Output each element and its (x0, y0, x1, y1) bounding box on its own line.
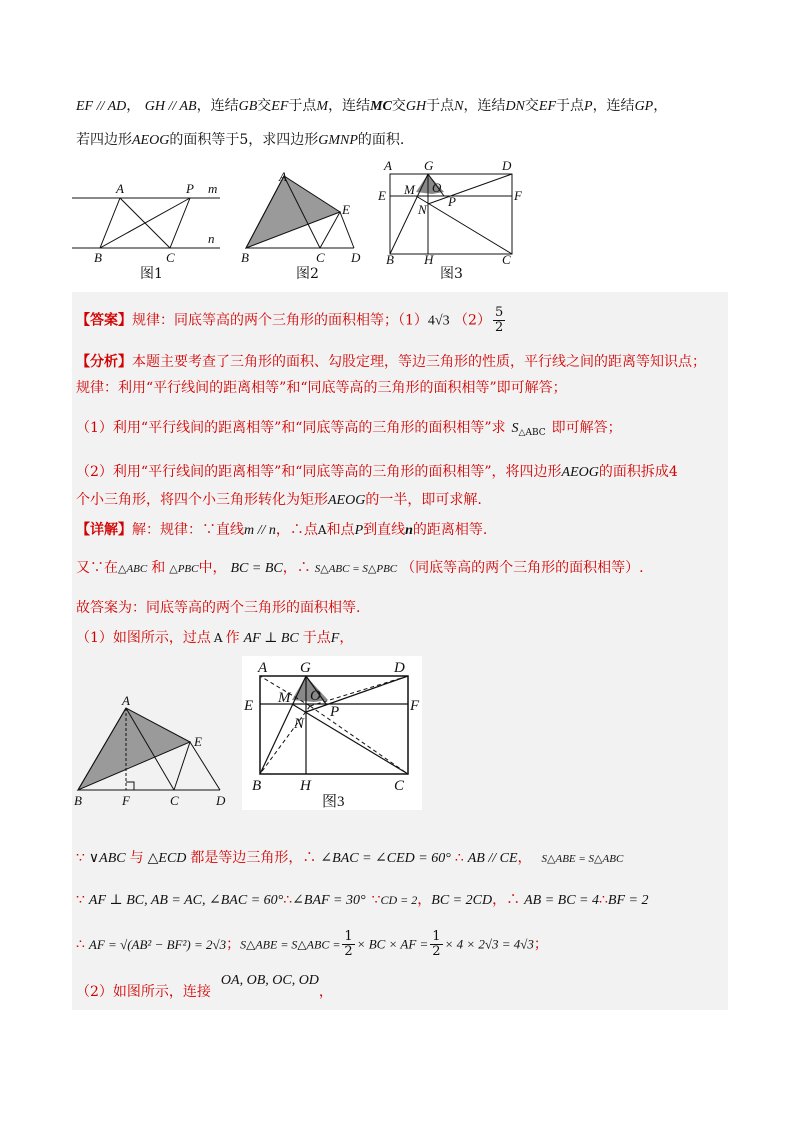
label-e: E (194, 734, 202, 749)
label-p: P (186, 181, 194, 196)
denominator: 2 (344, 944, 353, 959)
label-e: E (378, 188, 386, 203)
text: 规律：利用“平行线间的距离相等”和“同底等高的三角形的面积相等”即可解答； (76, 380, 567, 396)
label-b: B (74, 793, 82, 808)
text: ，连结 (328, 98, 371, 114)
math: BC = 2CD (431, 893, 493, 908)
label-o: O (432, 180, 442, 195)
math: N (454, 99, 464, 114)
text: 与 (129, 850, 144, 866)
text: ，∴ (282, 560, 311, 576)
answer-fraction (493, 306, 505, 335)
text: ∵ (371, 892, 381, 908)
detail-tag: 【详解】 (76, 522, 132, 538)
analysis-line-5 (76, 490, 482, 511)
text: ，∴点 (275, 522, 318, 538)
math: S△ABC = S△PBC (314, 563, 398, 575)
analysis-line-2 (76, 378, 567, 398)
math: × 4 × 2√3 = 4√3 (444, 936, 534, 952)
math-sub: △ABC (518, 428, 546, 438)
label-a: A (258, 660, 268, 676)
text: （2）如图所示，连接 (76, 984, 211, 1000)
label-n: N (294, 716, 305, 732)
math: AEOG (132, 133, 170, 148)
analysis-line-4 (76, 462, 678, 483)
figure-5 (242, 656, 422, 810)
text: 解：规律：∵直线 (132, 522, 244, 538)
detail-line-2 (76, 558, 644, 579)
math: ∠BAF = 30° (292, 893, 366, 908)
math: F (330, 631, 340, 646)
numerator: 1 (432, 929, 441, 944)
text: 本题主要考查了三角形的面积、勾股定理，等边三角形的性质，平行线之间的距离等知识点； (132, 354, 706, 370)
math: △ABC (118, 563, 148, 575)
math: A (213, 631, 223, 645)
text: （1）如图所示，过点 (76, 630, 211, 646)
math: m // n (244, 523, 276, 538)
label-m: m (208, 181, 218, 196)
math: P (354, 523, 364, 538)
math: OA, OB, OC, OD (220, 973, 319, 988)
analysis-tag: 【分析】 (76, 354, 132, 370)
math: × BC × AF = (356, 936, 429, 952)
denominator: 2 (494, 320, 504, 335)
text: ， (126, 98, 141, 114)
answer-text: 规律：同底等高的两个三角形的面积相等；（1） (132, 312, 428, 329)
detail-line-1 (76, 520, 487, 541)
numerator: 5 (494, 305, 504, 320)
label-a: A (384, 158, 392, 173)
answer-line (76, 306, 507, 335)
label-g: G (300, 660, 311, 676)
text: ， (318, 984, 333, 1000)
text: ∴ (598, 892, 608, 908)
label-b: B (241, 250, 249, 265)
text: 5 (239, 132, 249, 148)
numerator: 1 (344, 929, 353, 944)
math: AF ⊥ BC (243, 631, 299, 646)
dashed-od (310, 676, 408, 706)
label-b: B (94, 250, 102, 265)
text: ， (517, 850, 532, 866)
label-c: C (394, 778, 405, 794)
answer-value-1: 4√3 (427, 313, 450, 329)
label-d: D (502, 158, 512, 173)
text: 都是等边三角形，∴ (190, 850, 317, 866)
label-c: C (166, 250, 175, 265)
text: ，∴ (492, 892, 521, 908)
text: 的面积等于 (169, 132, 240, 148)
figure-5-caption: 图3 (322, 794, 345, 810)
fraction-half-1 (342, 930, 354, 959)
text: 和 (151, 560, 166, 576)
figure-1-caption: 图1 (140, 266, 163, 282)
label-d: D (351, 250, 361, 265)
label-g: G (424, 158, 434, 173)
label-a: A (122, 694, 130, 708)
text: ； (226, 936, 241, 953)
text: 和点 (326, 522, 355, 538)
figure-4 (72, 694, 238, 810)
line-mc (292, 704, 408, 774)
text: 若四边形 (76, 132, 132, 148)
text: （2）利用“平行线间的距离相等”和“同底等高的三角形的面积相等”，将四边形 (76, 464, 562, 480)
answer-part-2: （2） (454, 312, 491, 329)
detail-line-6 (76, 890, 648, 911)
text: 到直线 (363, 522, 406, 538)
text: 交 (391, 98, 406, 114)
label-o: O (310, 688, 321, 704)
label-h: H (300, 778, 311, 794)
text: ∵ (76, 892, 85, 908)
text: 即可解答； (551, 420, 622, 436)
text: 于点 (302, 630, 331, 646)
math: BF = 2 (607, 893, 649, 908)
label-b: B (252, 778, 262, 794)
label-b: B (386, 252, 394, 266)
label-f: F (410, 698, 420, 714)
math: AB = BC = 4 (524, 893, 599, 908)
label-p: P (330, 704, 340, 720)
text: ∴ (76, 936, 85, 953)
label-c: C (502, 252, 511, 266)
label-m: M (278, 690, 291, 706)
math: EF (538, 99, 556, 114)
text: 于点 (426, 98, 455, 114)
problem-line-1 (76, 96, 667, 117)
shaded-triangle-abe (78, 708, 190, 790)
answer-tag: 【答案】 (76, 312, 132, 329)
math: MC (370, 99, 392, 114)
math-ef-ad: EF // AD (76, 99, 127, 114)
text: （同底等高的两个三角形的面积相等）. (401, 560, 644, 576)
math: S△ABE = S△ABC = (240, 937, 341, 952)
math: GH (405, 99, 427, 114)
figure-3-caption: 图3 (440, 266, 463, 282)
text: ，连结 (196, 98, 239, 114)
label-c: C (316, 250, 325, 265)
fraction-half-2 (430, 930, 442, 959)
figure-2 (236, 166, 370, 266)
text: ， (653, 98, 668, 114)
label-p: P (448, 194, 456, 209)
math: AEOG (561, 465, 599, 480)
text: ， (417, 892, 432, 908)
triangle-ecd (174, 742, 220, 790)
text: 交 (524, 98, 539, 114)
detail-line-4 (76, 628, 353, 649)
text: 又∵在 (76, 560, 118, 576)
text: 于点 (288, 98, 317, 114)
label-e: E (244, 698, 254, 714)
math: GB (238, 99, 258, 114)
text: ， (339, 630, 354, 646)
label-d: D (394, 660, 405, 676)
math: BC = BC (230, 561, 283, 576)
label-h: H (424, 252, 434, 266)
text: 故答案为：同底等高的两个三角形的面积相等. (76, 600, 361, 616)
math: △ECD (147, 851, 187, 866)
triangle-abc (100, 198, 170, 248)
text: （1）利用“平行线间的距离相等”和“同底等高的三角形的面积相等”求 (76, 420, 506, 436)
denominator: 2 (432, 944, 441, 959)
problem-line-2 (76, 130, 404, 151)
detail-line-3 (76, 598, 360, 618)
math: DN (505, 99, 525, 114)
math: n (405, 523, 413, 538)
text: 交 (257, 98, 272, 114)
text: ∴ (283, 892, 293, 908)
math: P (584, 99, 593, 114)
triangle-pbc (100, 198, 190, 248)
math: AB // CE (467, 851, 518, 866)
math: A (317, 523, 327, 537)
math: S△ABE = S△ABC (541, 853, 624, 865)
text: 于点 (556, 98, 584, 114)
detail-line-7 (76, 930, 548, 959)
label-a: A (116, 181, 124, 196)
line-mc (416, 196, 512, 254)
text: ∴ (454, 850, 464, 866)
math: AF ⊥ BC, AB = AC, ∠BAC = 60° (88, 893, 284, 908)
label-n: N (418, 202, 427, 217)
math: GP (634, 99, 654, 114)
label-a: A (279, 169, 287, 184)
label-f: F (514, 188, 522, 203)
label-f: F (122, 793, 130, 808)
math: M (316, 99, 329, 114)
math: S (511, 421, 519, 436)
text: ∵ (76, 850, 85, 866)
math: CD = 2 (380, 893, 418, 907)
label-e: E (342, 202, 350, 217)
text: 个小三角形，将四个小三角形转化为矩形 (76, 492, 328, 508)
text: 作 (225, 630, 240, 646)
label-m: M (404, 182, 415, 197)
dashed-oc (310, 706, 408, 774)
text: ，连结 (592, 98, 635, 114)
label-n: n (208, 231, 215, 246)
analysis-line-1 (76, 352, 706, 372)
right-angle-mark (126, 782, 134, 790)
math: ∠BAC = ∠CED = 60° (320, 851, 451, 866)
text: 中， (198, 560, 227, 576)
math: AEOG (328, 493, 366, 508)
text: ； (533, 936, 548, 953)
analysis-line-3 (76, 418, 622, 443)
math: AF = √(AB² − BF²) = 2√3 (88, 936, 227, 952)
detail-line-5 (76, 848, 623, 869)
text: 的一半，即可求解. (365, 492, 482, 508)
text: ，连结 (463, 98, 506, 114)
math: △PBC (169, 563, 199, 575)
figure-3 (378, 156, 526, 266)
figure-2-caption: 图2 (296, 266, 319, 282)
math-gh-ab: GH // AB (144, 99, 197, 114)
text: 的距离相等. (412, 522, 488, 538)
detail-line-8 (76, 973, 333, 1003)
label-d: D (216, 793, 226, 808)
math: EF (271, 99, 289, 114)
label-c: C (170, 793, 179, 808)
math: ∨ABC (88, 851, 126, 866)
text: 的面积. (357, 132, 405, 148)
math: GMNP (318, 133, 358, 148)
text: ，求四边形 (248, 132, 319, 148)
text: 的面积拆成4 (598, 464, 678, 480)
